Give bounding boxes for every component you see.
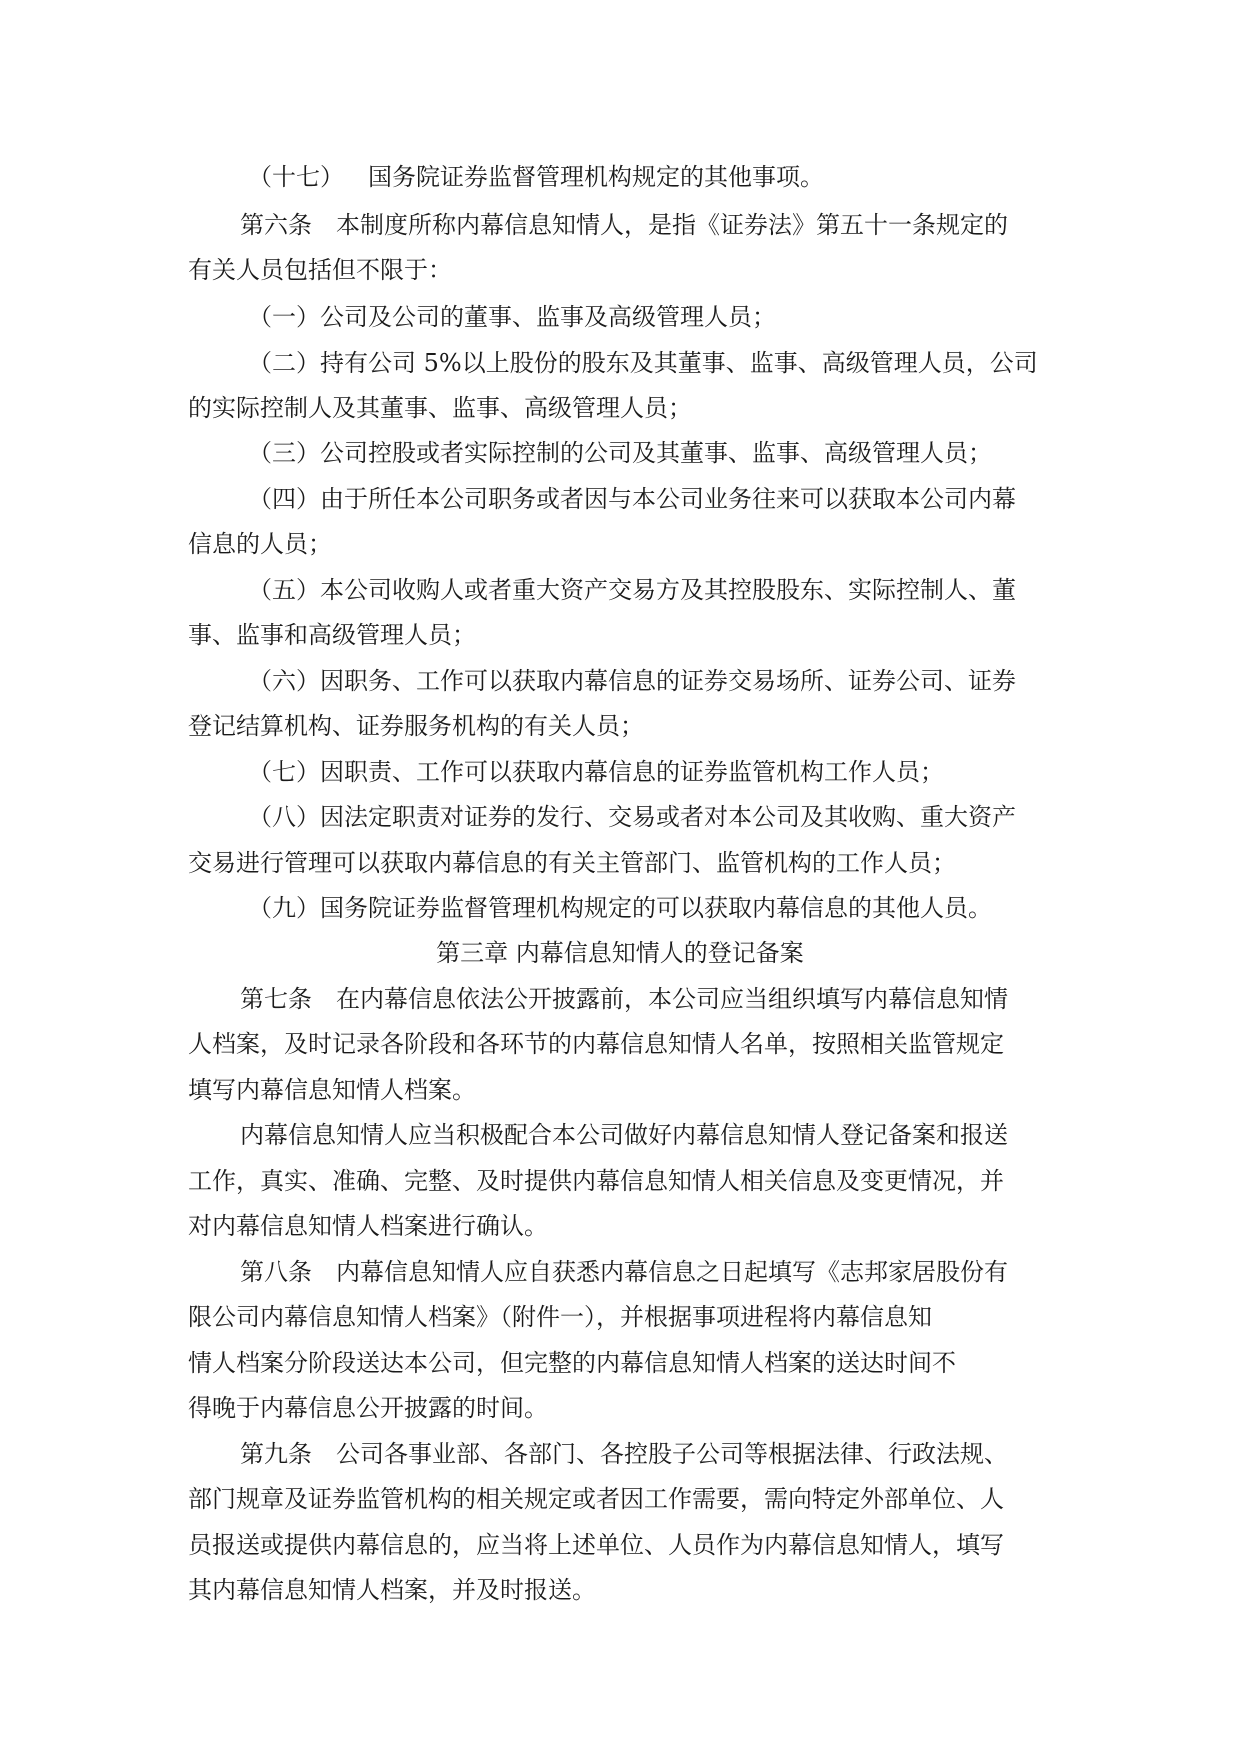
item-17-text: 国务院证券监督管理机构规定的其他事项。: [368, 163, 824, 191]
article-6-item-7: （七）因职责、工作可以获取内幕信息的证券监管机构工作人员；: [248, 758, 944, 786]
article-8-line-2: 限公司内幕信息知情人档案》（附件一），并根据事项进程将内幕信息知: [188, 1303, 932, 1331]
article-7-para2-line-2: 工作，真实、准确、完整、及时提供内幕信息知情人相关信息及变更情况，并: [188, 1167, 1004, 1195]
chapter-3-title: 第三章 内幕信息知情人的登记备案: [436, 939, 804, 967]
article-6-item-4: （四）由于所任本公司职务或者因与本公司业务往来可以获取本公司内幕: [248, 485, 1016, 513]
article-6-line-1: 第六条 本制度所称内幕信息知情人，是指《证券法》第五十一条规定的: [240, 211, 1008, 239]
article-6-item-8-cont: 交易进行管理可以获取内幕信息的有关主管部门、监管机构的工作人员；: [188, 849, 956, 877]
article-6-item-5: （五）本公司收购人或者重大资产交易方及其控股股东、实际控制人、董: [248, 576, 1016, 604]
article-6-item-9: （九）国务院证券监督管理机构规定的可以获取内幕信息的其他人员。: [248, 894, 992, 922]
article-6-item-4-cont: 信息的人员；: [188, 530, 332, 558]
article-7-para2-line-1: 内幕信息知情人应当积极配合本公司做好内幕信息知情人登记备案和报送: [240, 1121, 1008, 1149]
article-7-para2-line-3: 对内幕信息知情人档案进行确认。: [188, 1212, 548, 1240]
article-6-item-6: （六）因职务、工作可以获取内幕信息的证券交易场所、证券公司、证券: [248, 667, 1016, 695]
article-8-line-3: 情人档案分阶段送达本公司，但完整的内幕信息知情人档案的送达时间不: [188, 1349, 956, 1377]
article-9-line-4: 其内幕信息知情人档案，并及时报送。: [188, 1576, 596, 1604]
item-17-label: （十七）: [248, 163, 344, 191]
article-6-line-2: 有关人员包括但不限于：: [188, 256, 452, 284]
article-6-item-8: （八）因法定职责对证券的发行、交易或者对本公司及其收购、重大资产: [248, 803, 1016, 831]
article-9-line-1: 第九条 公司各事业部、各部门、各控股子公司等根据法律、行政法规、: [240, 1440, 1008, 1468]
article-7-line-3: 填写内幕信息知情人档案。: [188, 1076, 476, 1104]
article-6-item-1: （一）公司及公司的董事、监事及高级管理人员；: [248, 303, 776, 331]
article-9-line-2: 部门规章及证券监管机构的相关规定或者因工作需要，需向特定外部单位、人: [188, 1485, 1004, 1513]
article-7-line-1: 第七条 在内幕信息依法公开披露前，本公司应当组织填写内幕信息知情: [240, 985, 1008, 1013]
article-6-item-5-cont: 事、监事和高级管理人员；: [188, 621, 476, 649]
article-6-item-2: （二）持有公司 5%以上股份的股东及其董事、监事、高级管理人员，公司: [248, 349, 1038, 377]
article-8-line-1: 第八条 内幕信息知情人应自获悉内幕信息之日起填写《志邦家居股份有: [240, 1258, 1008, 1286]
article-9-line-3: 员报送或提供内幕信息的，应当将上述单位、人员作为内幕信息知情人，填写: [188, 1531, 1004, 1559]
article-7-line-2: 人档案，及时记录各阶段和各环节的内幕信息知情人名单，按照相关监管规定: [188, 1030, 1004, 1058]
article-6-item-3: （三）公司控股或者实际控制的公司及其董事、监事、高级管理人员；: [248, 439, 992, 467]
article-6-item-2-cont: 的实际控制人及其董事、监事、高级管理人员；: [188, 394, 692, 422]
article-6-item-6-cont: 登记结算机构、证券服务机构的有关人员；: [188, 712, 644, 740]
article-8-line-4: 得晚于内幕信息公开披露的时间。: [188, 1394, 548, 1422]
